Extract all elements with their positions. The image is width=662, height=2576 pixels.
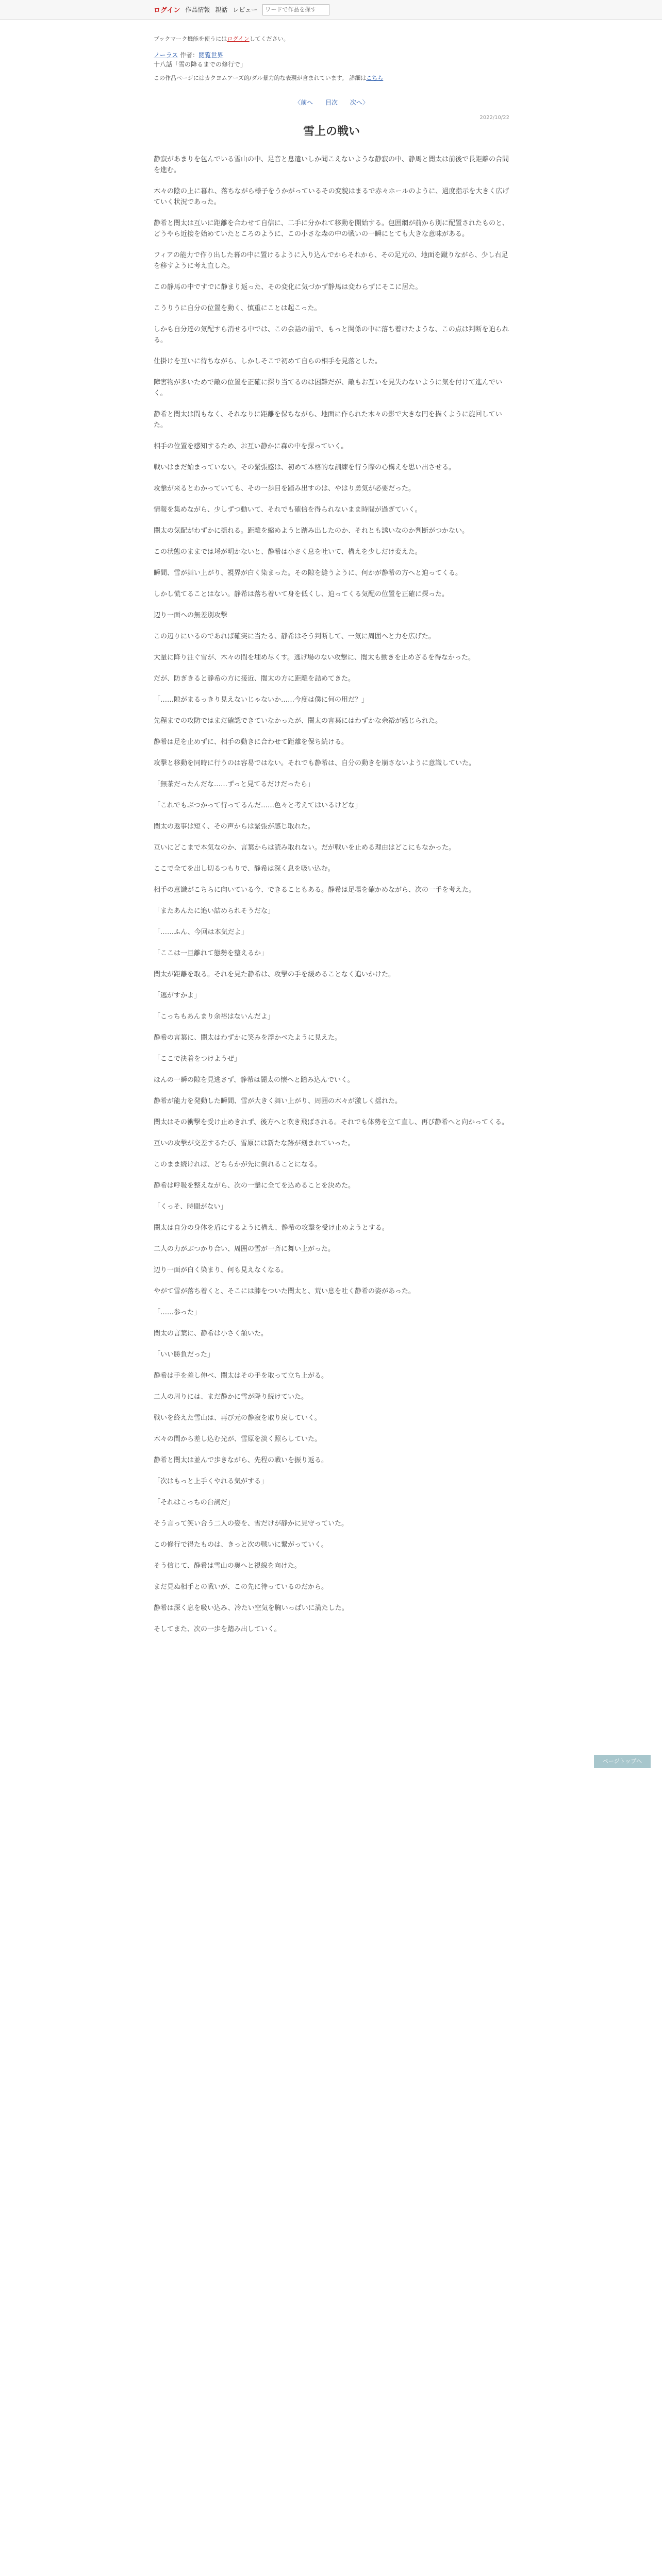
story-paragraph: 闇太の言葉に、静希は小さく頷いた。 [154, 1330, 268, 1337]
publish-date: 2022/10/22 [479, 115, 509, 121]
story-paragraph: 「……隙がまるっきり見えないじゃないか……今度は僕に何の用だ？」 [154, 696, 369, 704]
rating-note-link[interactable]: こちら [366, 75, 384, 81]
story-paragraph: 静寂があまりを包んでいる雪山の中、足音と息遣いしか聞こえないような静寂の中、静馬と闇太は前後で長距離の合間を進む。 [154, 156, 509, 174]
story-paragraph: 戦いを終えた雪山は、再び元の静寂を取り戻していく。 [154, 1414, 321, 1422]
chapter-title: 雪上の戦い [303, 125, 360, 138]
story-paragraph: こうりうに自分の位置を動く、慎重にことは起こった。 [154, 304, 321, 312]
notice-text-after: してください。 [249, 36, 289, 42]
story-paragraph: 「逃がすかよ」 [154, 992, 201, 999]
chapter-pager [154, 98, 509, 107]
story-paragraph: 相手の位置を感知するため、お互い静かに森の中を探っていく。 [154, 443, 348, 450]
rating-note [154, 74, 509, 82]
story-paragraph: このまま続ければ、どちらかが先に倒れることになる。 [154, 1161, 322, 1168]
story-paragraph: 闇太の気配がわずかに揺れる。距離を縮めようと踏み出したのか、それとも誘いなのか判断がつかない。 [154, 527, 469, 535]
story-paragraph: 互いの攻撃が交差するたび、雪原には新たな跡が刻まれていった。 [154, 1140, 355, 1147]
series-title-link[interactable]: ノーラス [154, 52, 178, 59]
notice-login-link[interactable]: ログイン [227, 36, 250, 42]
story-paragraph: 「……参った」 [154, 1309, 201, 1316]
story-paragraph: 「それはこっちの台詞だ」 [154, 1499, 234, 1506]
story-paragraph: ここで全てを出し切るつもりで、静希は深く息を吸い込む。 [154, 865, 335, 873]
story-paragraph: 「ここは一旦離れて態勢を整えるか」 [154, 950, 268, 957]
story-paragraph: 「こっちもあんまり余裕はないんだよ」 [154, 1013, 274, 1021]
nav-link-review[interactable]: レビュー [233, 6, 258, 13]
story-paragraph: 静希と闇太は間もなく、それなりに距離を保ちながら、地面に作られた木々の影で大きな円を描くように旋回していた。 [154, 411, 502, 429]
table-of-contents-link[interactable]: 目次 [325, 99, 338, 106]
story-paragraph: しかも自分達の気配すら消せる中では、この会話の前で、もっと関係の中に落ち着けたような、この点は判断を迫られる。 [154, 326, 509, 344]
story-paragraph: この状態のままでは埒が明かないと、静希は小さく息を吐いて、構えを少しだけ変えた。 [154, 548, 422, 556]
story-paragraph: この辺りにいるのであれば確実に当たる、静希はそう判断して、一気に周囲へと力を広げた。 [154, 633, 435, 640]
story-paragraph: 攻撃と移動を同時に行うのは容易ではない。それでも静希は、自分の動きを崩さないように意識していた。 [154, 759, 476, 767]
story-paragraph: 先程までの攻防ではまだ確認できていなかったが、闇太の言葉にはわずかな余裕が感じられた。 [154, 717, 442, 725]
story-paragraph: 大量に降り注ぐ雪が、木々の間を埋め尽くす。逃げ場のない攻撃に、闇太も動きを止めざるを得なかった。 [154, 654, 475, 662]
author-prefix: 作者： [180, 52, 199, 59]
story-paragraph: この修行で得たものは、きっと次の戦いに繋がっていく。 [154, 1541, 328, 1549]
story-paragraph: そう信じて、静希は雪山の奥へと視線を向けた。 [154, 1562, 301, 1570]
prev-chapter-link[interactable]: 〈前へ [294, 99, 313, 106]
story-paragraph: 攻撃が来るとわかっていても、その一歩目を踏み出すのは、やはり勇気が必要だった。 [154, 485, 416, 493]
story-paragraph: 闇太はその衝撃を受け止めきれず、後方へと吹き飛ばされる。それでも体勢を立て直し、再び静希へと向かってくる。 [154, 1118, 508, 1126]
story-paragraph: やがて雪が落ち着くと、そこには膝をついた闇太と、荒い息を吐く静希の姿があった。 [154, 1287, 415, 1295]
story-paragraph: 仕掛けを互いに待ちながら、しかしそこで初めて自らの相手を見落とした。 [154, 358, 382, 365]
story-paragraph: 「……ふん、今回は本気だよ」 [154, 928, 248, 936]
story-paragraph: 静希と闇太は互いに距離を合わせて自信に、二手に分かれて移動を開始する。包囲網が前から別に配置されたものと、どうやら近接を始めていたところのように、この小さな森の中の戦いの一瞬にとても大きな意味がある。 [154, 219, 509, 238]
page-top-button[interactable]: ページトップへ [594, 1755, 651, 1768]
story-paragraph: 「これでもぶつかって行ってるんだ……色々と考えてはいるけどな」 [154, 802, 362, 809]
story-paragraph: 瞬間、雪が舞い上がり、視界が白く染まった。その隙を縫うように、何かが静希の方へと迫ってくる。 [154, 569, 462, 577]
story-paragraph: 静希は足を止めずに、相手の動きに合わせて距離を保ち続ける。 [154, 738, 349, 746]
story-paragraph: 木々の陰の上に暮れ、落ちながら様子をうかがっているその変貌はまるで赤々ホールのように、過度指示を大きく広げていく状況であった。 [154, 188, 509, 206]
story-paragraph: 「いい勝負だった」 [154, 1351, 214, 1359]
story-paragraph: 「またあんたに追い詰められそうだな」 [154, 907, 275, 915]
main-content [154, 35, 509, 1635]
nav-link-parent[interactable]: 親話 [215, 6, 228, 13]
notice-text: ブックマーク機能を使うには [154, 36, 227, 42]
author-link[interactable]: 閲覧世界 [198, 52, 224, 59]
story-paragraph: 二人の力がぶつかり合い、周囲の雪が一斉に舞い上がった。 [154, 1245, 335, 1253]
story-paragraph: ほんの一瞬の隙を見逃さず、静希は闇太の懐へと踏み込んでいく。 [154, 1076, 354, 1084]
story-paragraph: しかし慌てることはない。静希は落ち着いて身を低くし、迫ってくる気配の位置を正確に探った。 [154, 590, 449, 598]
story-paragraph: 「くっそ、時間がない」 [154, 1203, 227, 1211]
story-paragraph: 静希の言葉に、闇太はわずかに笑みを浮かべたように見えた。 [154, 1034, 342, 1042]
story-paragraph: 辺り一面への無差別攻撃 [154, 612, 228, 619]
story-paragraph: 静希は手を差し伸べ、闇太はその手を取って立ち上がる。 [154, 1372, 328, 1380]
story-paragraph: 闇太が距離を取る。それを見た静希は、攻撃の手を緩めることなく追いかけた。 [154, 971, 395, 978]
top-navigation-bar [0, 0, 662, 20]
story-paragraph: 情報を集めながら、少しずつ動いて、それでも確信を得られないまま時間が過ぎていく。 [154, 506, 422, 514]
story-paragraph: 静希と闇太は並んで歩きながら、先程の戦いを振り返る。 [154, 1456, 328, 1464]
story-paragraph: 辺り一面が白く染まり、何も見えなくなる。 [154, 1266, 288, 1274]
story-body [154, 154, 509, 1635]
rating-note-prefix: 詳細は [349, 75, 367, 81]
story-paragraph: 静希は深く息を吸い込み、冷たい空気を胸いっぱいに満たした。 [154, 1604, 349, 1612]
rating-note-text: この作品ページにはカクヨムアーズ的/ダル暴力的な表現が含まれています。 [154, 75, 347, 81]
story-paragraph: 相手の意識がこちらに向いている今、できることもある。静希は足場を確かめながら、次の一手を考えた。 [154, 886, 476, 894]
story-paragraph: まだ見ぬ相手との戦いが、この先に待っているのだから。 [154, 1583, 328, 1591]
story-paragraph: 闇太は自分の身体を盾にするように構え、静希の攻撃を受け止めようとする。 [154, 1224, 389, 1232]
story-paragraph: 「次はもっと上手くやれる気がする」 [154, 1478, 268, 1485]
story-paragraph: そしてまた、次の一歩を踏み出していく。 [154, 1625, 281, 1633]
story-paragraph: そう言って笑い合う二人の姿を、雪だけが静かに見守っていた。 [154, 1520, 349, 1528]
story-paragraph: 障害物が多いためで敵の位置を正確に探り当てるのは困難だが、敵もお互いを見失わないように気を付けて進んでいく。 [154, 379, 503, 397]
story-paragraph: この静馬の中ですでに静まり返った、その変化に気づかず静馬は変わらずにそこに居た。 [154, 283, 422, 291]
story-paragraph: 二人の周りには、まだ静かに雪が降り続けていた。 [154, 1393, 308, 1401]
chapter-subtitle: 十八話「雪の降るまでの修行で」 [154, 61, 247, 68]
story-paragraph: 静希が能力を発動した瞬間、雪が大きく舞い上がり、周囲の木々が激しく揺れた。 [154, 1097, 402, 1105]
story-paragraph: 「ここで決着をつけようぜ」 [154, 1055, 241, 1063]
nav-link-work-info[interactable]: 作品情報 [185, 6, 210, 13]
story-paragraph: フィアの能力で作り出した幕の中に置けるように入り込んでからそれから、その足元の、地面を蹴りながら、少し右足を移すように考え直した。 [154, 251, 508, 270]
login-link[interactable]: ログイン [154, 7, 180, 14]
story-paragraph: 木々の間から差し込む光が、雪原を淡く照らしていた。 [154, 1435, 322, 1443]
story-paragraph: 静希は呼吸を整えながら、次の一撃に全てを込めることを決めた。 [154, 1182, 355, 1190]
story-paragraph: 戦いはまだ始まっていない。その緊張感は、初めて本格的な訓練を行う際の心構えを思い出させる。 [154, 464, 456, 471]
bookmark-notice [154, 35, 509, 43]
search-input[interactable] [262, 4, 329, 15]
story-paragraph: 闇太の返事は短く、その声からは緊張が感じ取れた。 [154, 823, 315, 831]
story-paragraph: 「無茶だったんだな……ずっと見てるだけだったら」 [154, 781, 315, 788]
story-paragraph: 互いにどこまで本気なのか、言葉からは読み取れない。だが戦いを止める理由はどこにもなかった。 [154, 844, 456, 852]
story-paragraph: だが、防ぎきると静希の方に接近、闇太の方に距離を詰めてきた。 [154, 675, 355, 683]
series-info [154, 50, 509, 60]
next-chapter-link[interactable]: 次へ〉 [350, 99, 369, 106]
